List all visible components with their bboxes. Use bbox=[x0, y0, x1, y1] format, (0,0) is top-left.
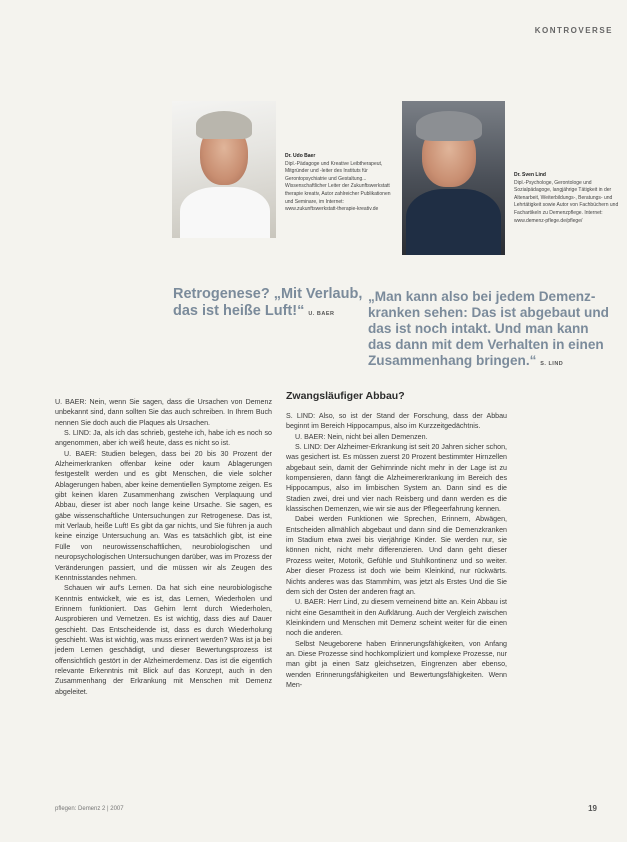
caption-text: Dipl.-Pädagoge und Kreative Leibtherapeut, Mitgründer und -leiter des Instituts für Gerontopsychiatrie und Gestaltung... Wissenschaftlicher Leiter der Zukunftswerkstatt therapie kreativ, Autor zahlreicher Publikationen und Seminare, im Internet: www.zukunftswerkstatt-therapie-kreativ.de bbox=[285, 160, 391, 213]
body-column-right bbox=[286, 411, 507, 690]
paragraph: Schauen wir auf's Lernen. Da hat sich eine neurobiologische Kenntnis entwickelt, wie es ist, das Lernen, Wiederholen und Erinnern funktioniert. Das Gehirn lernt durch Wiederholen, Ausprobieren und Vernetzen. Es ist wichtig, dass dies auf Dauer geschieht. Das Entscheidende ist, dass es durch Wiederholung geschieht. Was ist wichtig, was muss erinnert werden? Was ist ja bei jedem Lernen geschädigt, und dieser Bewertungsprozess ist offensichtlich gestört in der Alzheimerdemenz. Das ist die eigentlich relevante Erkenntnis mit Blick auf das Konzept, auch in den Zusammenhang der Erkrankung mit Menschen mit Demenz abgeleitet. bbox=[55, 584, 272, 696]
body-column-left bbox=[55, 397, 272, 697]
hair-shape bbox=[416, 111, 482, 141]
pull-quote-text: „Man kann also bei jedem Demenz- kranken sehen: Das ist abgebaut und das ist noch intakt. Und man kann das dann mit dem Verhalten in einen Zusammenhang bringen.“ bbox=[368, 289, 609, 368]
pull-quote-text: Retrogenese? „Mit Verlaub, das ist heiße Luft!“ bbox=[173, 286, 363, 319]
pull-quote-lind bbox=[368, 289, 627, 372]
shirt-shape bbox=[180, 187, 270, 238]
paragraph: U. BAER: Nein, nicht bei allen Demenzen. bbox=[295, 432, 428, 441]
hair-shape bbox=[196, 111, 252, 139]
paragraph: S. LIND: Also, so ist der Stand der Forschung, dass der Abbau beginnt im Bereich Hippocampus, also im Kurzzeitgedächtnis. bbox=[286, 412, 507, 431]
portrait-photo-baer bbox=[172, 101, 276, 238]
paragraph: Dabei werden Funktionen wie Sprechen, Erinnern, Abwägen, Entscheiden allmählich abgebaut und dann sind die Demenzkranken im Stadium etwa zwei bis vierjährige Kinder. Sie werden nur, sie können nicht, nicht mehr differenzieren. Und dann geht dieser Prozess weiter, Motorik, Gefühle und Stuhlkontinenz und so weiter. Aber dieser Prozess ist doch wie beim Kleinkind, nur rückwärts. Nichts anderes was das Stammhirn, was jetzt als Erstes Und die Sie dem sich der Osten der anderen fragt an. bbox=[286, 515, 507, 596]
page-number: 19 bbox=[588, 804, 597, 813]
portrait-caption-lind bbox=[514, 172, 620, 225]
portrait-caption-baer bbox=[285, 153, 397, 214]
caption-name: Dr. Udo Baer bbox=[285, 153, 316, 159]
portrait-photo-lind bbox=[402, 101, 505, 255]
paragraph: U. BAER: Herr Lind, zu diesem verneinend bitte an. Kein Abbau ist nicht eine Gesamtheit in den Aufklärung. Auch der Vergleich zwischen Kleinkindern und Menschen mit Demenz scheint weiter für die einen noch die anderen. bbox=[286, 598, 507, 638]
section-header: KONTROVERSE bbox=[534, 26, 613, 35]
caption-text: Dipl.-Psychologe, Gerontologe und Sozialpädagoge, langjährige Tätigkeit in der Altenarbeit, Weiterbildungs-, Beratungs- und Lehrtätigkeit sowie Autor von Fachbüchern und Fachartikeln zu Demenzpflege. Internet: www.demenz-pflege.de/pflege/ bbox=[514, 179, 619, 224]
paragraph: U. BAER: Nein, wenn Sie sagen, dass die Ursachen von Demenz unbekannt sind, dann sollten Sie das auch schreiben. In Ihrem Buch nennen Sie doch auch die Plaques als Ursachen. bbox=[55, 398, 272, 427]
footer-source: pflegen: Demenz 2 | 2007 bbox=[55, 806, 124, 812]
paragraph: Selbst Neugeborene haben Erinnerungsfähigkeiten, von Anfang an. Diese Prozesse sind hochkompliziert und komplexe Prozesse, nur man gibt ja einen Satz gleichsetzen, Eingrenzen aber ebenso, wenden Erinnerungsfähigkeiten und Bewertungsfähigkeiten. Wenn Men- bbox=[286, 639, 507, 689]
shirt-shape bbox=[406, 189, 501, 255]
caption-name: Dr. Sven Lind bbox=[514, 172, 546, 178]
pull-quote-author: S. LIND bbox=[540, 361, 564, 367]
paragraph: S. LIND: Ja, als ich das schrieb, gestehe ich, habe ich es noch so angenommen, aber ich weiß heute, dass es nicht so ist. bbox=[55, 429, 272, 448]
paragraph: S. LIND: Der Alzheimer-Erkrankung ist seit 20 Jahren sicher schon, was gesichert ist. Es müssen zuerst 20 Prozent bestimmter Hirnzellen abgebaut sein, damit der Gehirnrinde nicht mehr in der Lage ist zu kompensieren, dann fängt die Alzheimererkrankung im Bereich des Hippocampus, also im limbischen System an. Dann sind es die Stadien zwei, drei und vier nach Reisberg und dann werden es die klassischen Demenzen, wie wir sie aus der Pflegeerfahrung kennen. bbox=[286, 443, 507, 514]
paragraph: U. BAER: Studien belegen, dass bei 20 bis 30 Prozent der Alzheimerkranken offenbar keine oder kaum Ablagerungen festgestellt werden und es gibt Menschen, die viele solcher Ablagerungen haben, aber keine dementiellen Symptome zeigen. Es gibt keinen klaren Zusammenhang zwischen Verplaquung und Abbau, dieser ist aber noch lange keine Ursache. Sie sagen, es gäbe wissenschaftliche Untersuchungen zur Retrogenese. Das ist, mit Verlaub, heiße Luft! Es gibt da gar nichts, und Sie führen ja auch keine einzige Untersuchung an. Was es tatsächlich gibt, ist eine Fülle von neurowissenschaftlichen, neurobiologischen und neuropsychologischen Untersuchungen darüber, was im Prozess der Veränderungen passiert, und die müssen wir als Zeugen des Kenntnisstandes nehmen. bbox=[55, 449, 272, 582]
pull-quote-baer bbox=[173, 286, 373, 323]
pull-quote-author: U. BAER bbox=[308, 311, 335, 317]
section-heading: Zwangsläufiger Abbau? bbox=[286, 390, 405, 402]
